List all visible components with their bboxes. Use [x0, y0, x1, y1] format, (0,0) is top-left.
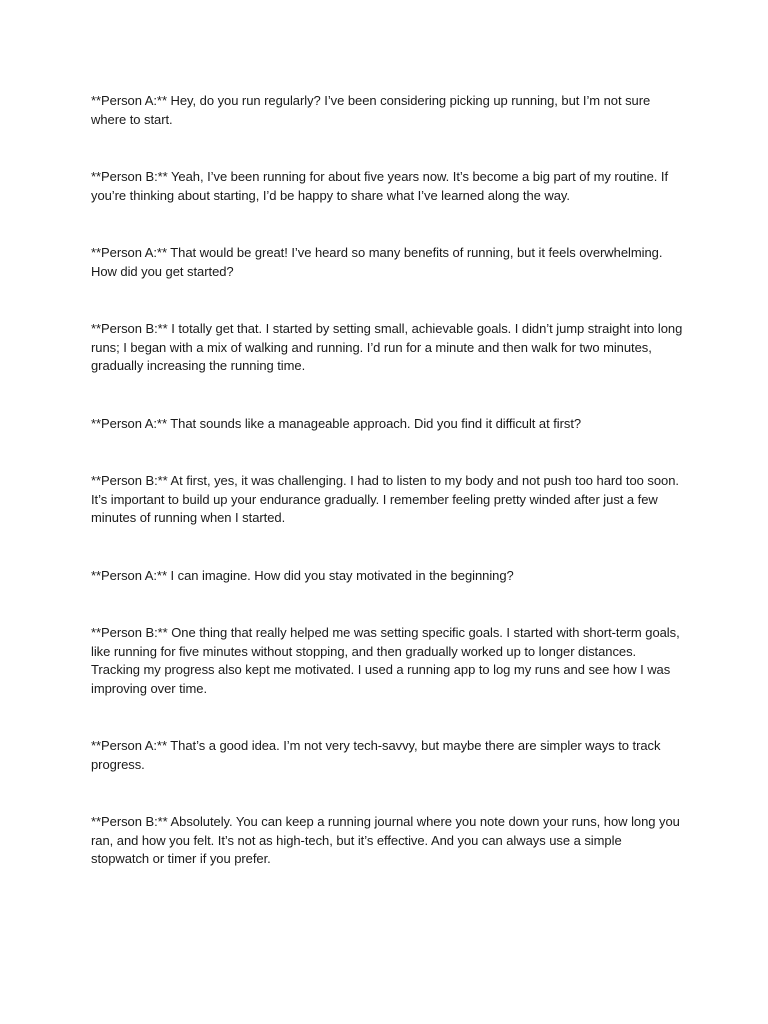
dialogue-paragraph: **Person A:** That would be great! I’ve heard so many benefits of running, but it feels overwhelming. How did you get started? — [91, 245, 663, 279]
dialogue-paragraph: **Person B:** I totally get that. I started by setting small, achievable goals. I didn’t jump straight into long runs; I began with a mix of walking and running. I’d run for a minute and then walk for two minutes, gradually increasing the running time. — [91, 321, 683, 373]
dialogue-body — [91, 92, 683, 908]
dialogue-paragraph: **Person B:** Yeah, I’ve been running for about five years now. It’s become a big part of my routine. If you’re thinking about starting, I’d be happy to share what I’ve learned along the way. — [91, 169, 669, 203]
dialogue-paragraph: **Person B:** One thing that really helped me was setting specific goals. I started with short-term goals, like running for five minutes without stopping, and then gradually worked up to longer distances. Tracking my progress also kept me motivated. I used a running app to log my runs and see how I was improving over time. — [91, 625, 680, 696]
dialogue-paragraph: **Person A:** Hey, do you run regularly? I’ve been considering picking up running, but I’m not sure where to start. — [91, 93, 651, 127]
dialogue-paragraph: **Person A:** That’s a good idea. I’m not very tech-savvy, but maybe there are simpler ways to track progress. — [91, 738, 661, 772]
dialogue-paragraph: **Person A:** That sounds like a manageable approach. Did you find it difficult at first? — [91, 415, 582, 431]
dialogue-paragraph: **Person A:** I can imagine. How did you stay motivated in the beginning? — [91, 567, 514, 583]
dialogue-paragraph: **Person B:** Absolutely. You can keep a running journal where you note down your runs, how long you ran, and how you felt. It’s not as high-tech, but it’s effective. And you can always use a simple stopwatch or timer if you prefer. — [91, 814, 680, 866]
dialogue-paragraph: **Person B:** At first, yes, it was challenging. I had to listen to my body and not push too hard too soon. It’s important to build up your endurance gradually. I remember feeling pretty winded after just a few minutes of running when I started. — [91, 473, 679, 525]
